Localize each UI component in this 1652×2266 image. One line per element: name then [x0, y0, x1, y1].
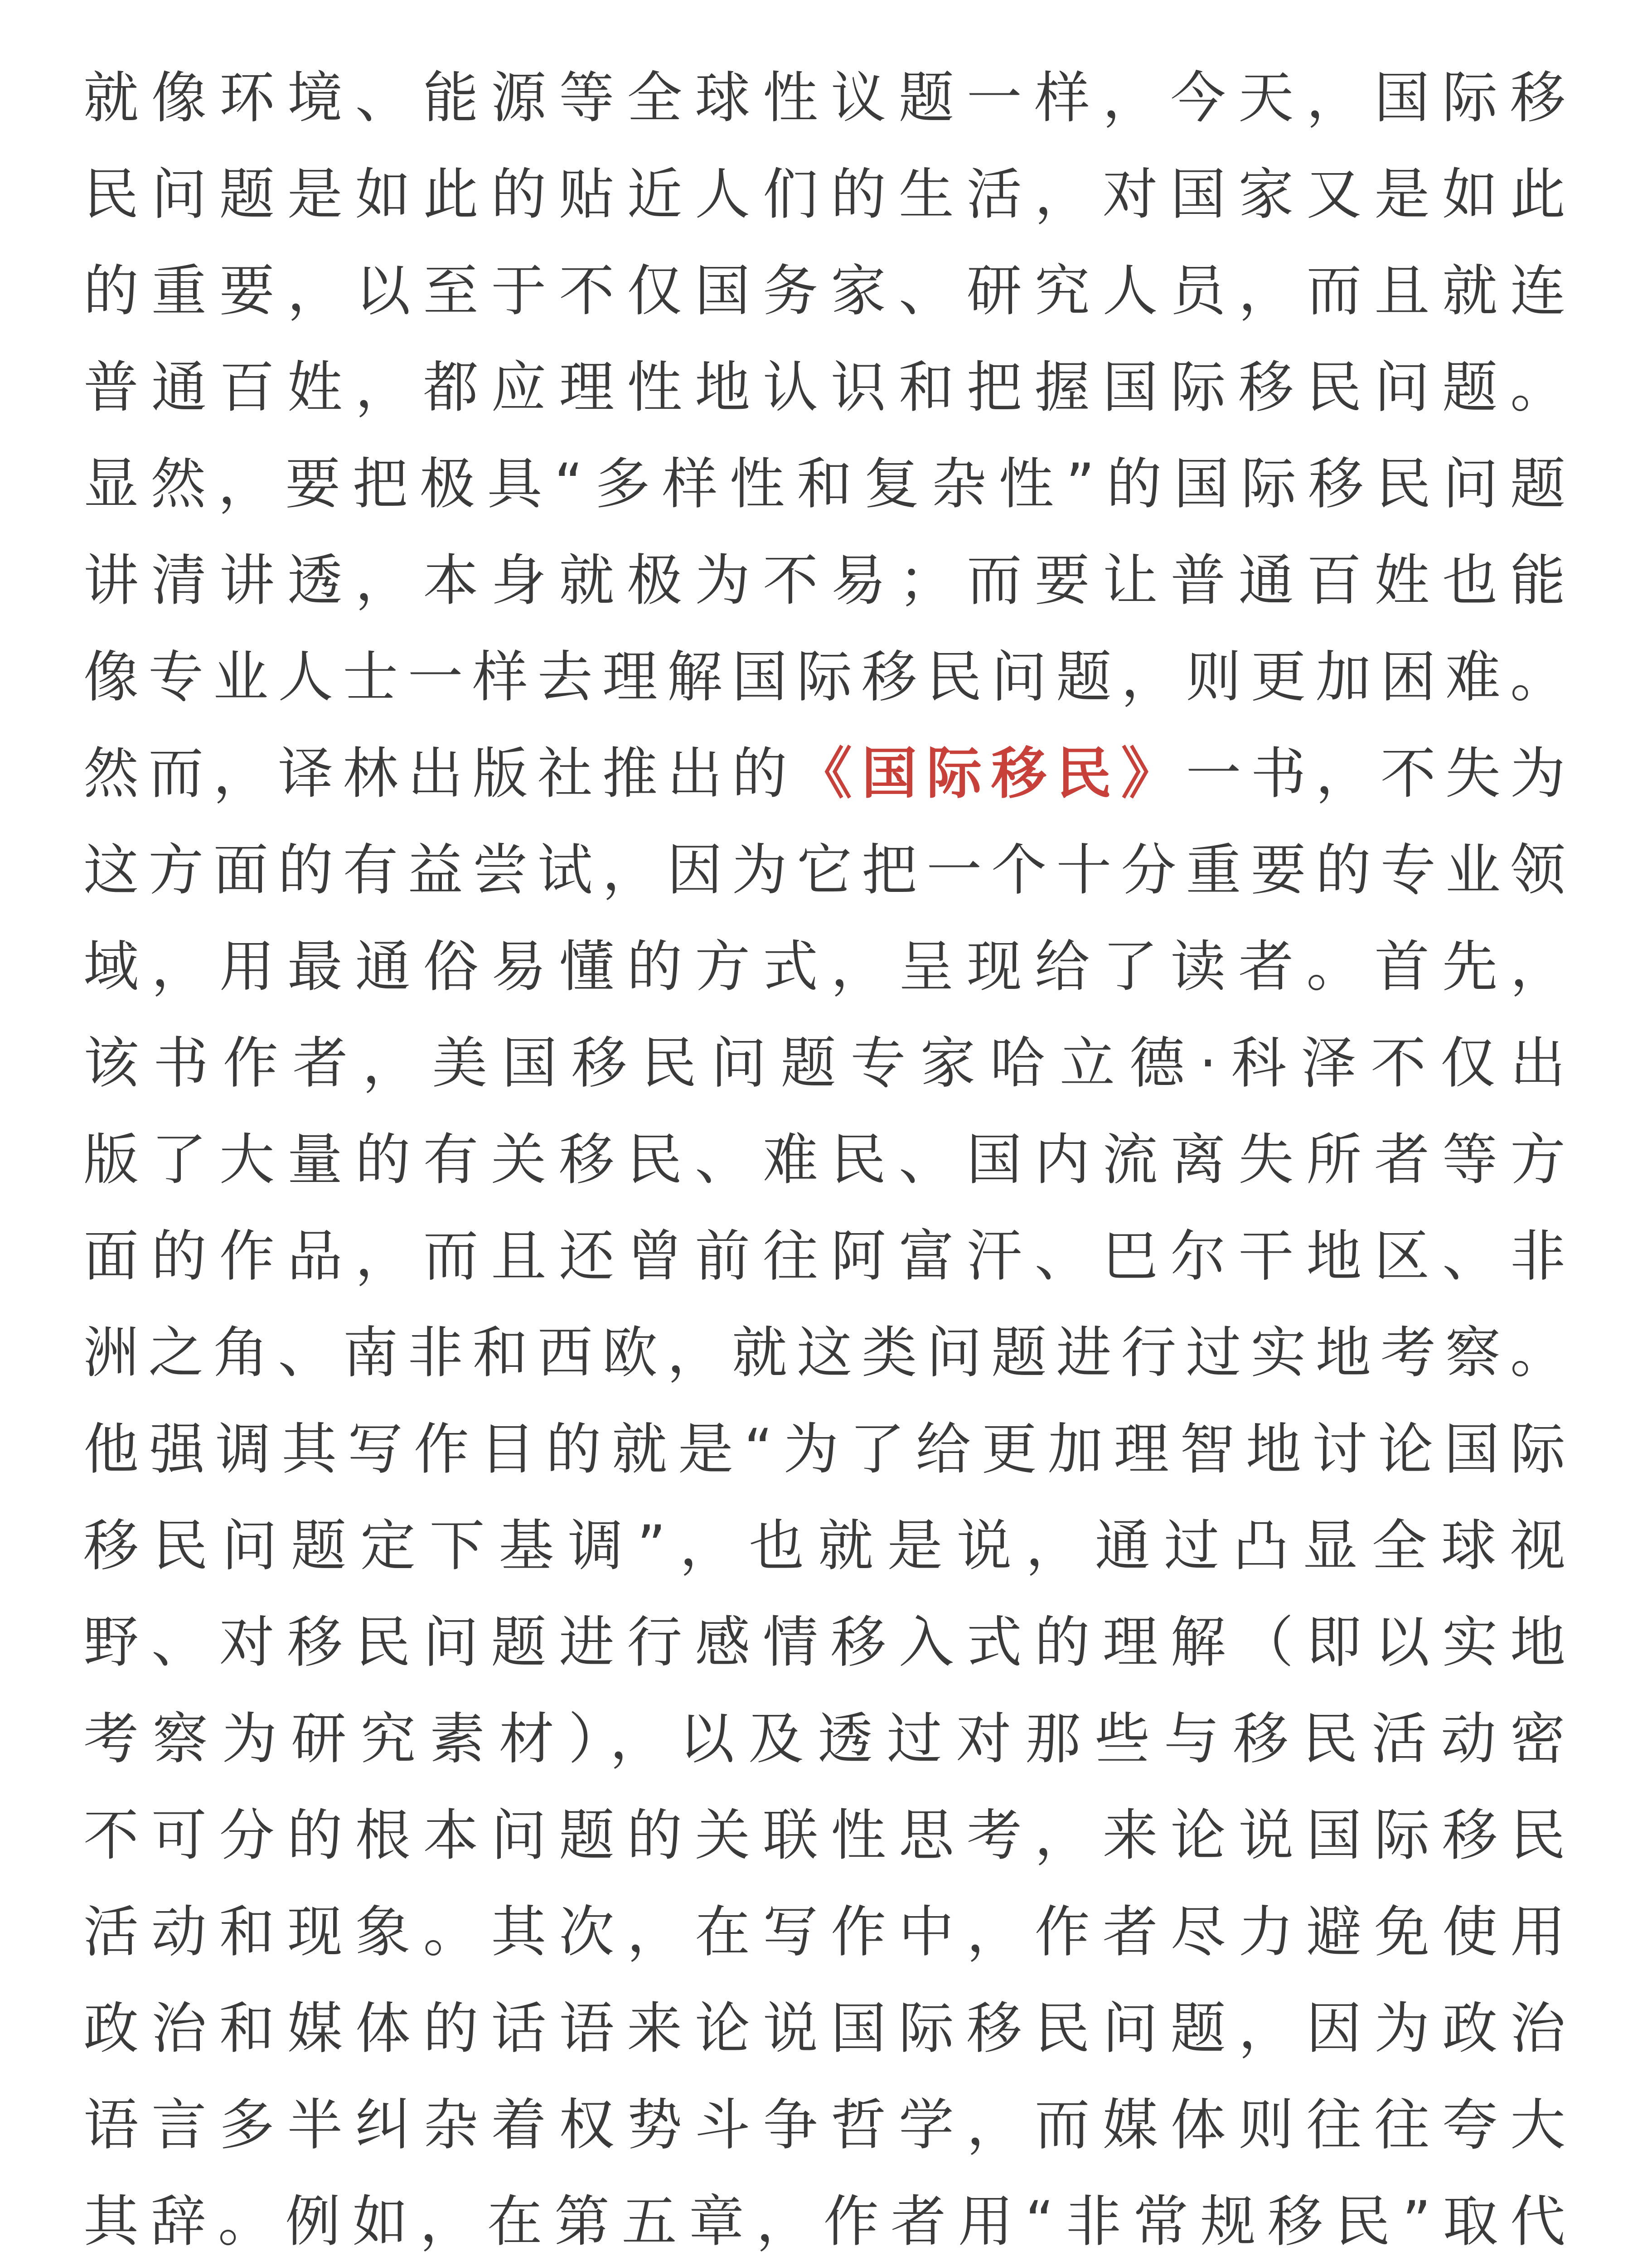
text-line: 移民问题定下基调”，也就是说，通过凸显全球视	[83, 1514, 1570, 1578]
text-line: 他强调其写作目的就是“为了给更加理智地讨论国际	[83, 1417, 1570, 1482]
text-fragment: 一书，不失为	[1186, 741, 1570, 806]
text-line: 不可分的根本问题的关联性思考，来论说国际移民	[83, 1803, 1570, 1868]
text-line: 洲之角、南非和西欧，就这类问题进行过实地考察。	[83, 1321, 1570, 1385]
article-body	[83, 50, 1570, 2266]
text-line: 普通百姓，都应理性地认识和把握国际移民问题。	[83, 355, 1570, 420]
text-line: 的重要，以至于不仅国务家、研究人员，而且就连	[83, 259, 1570, 323]
text-line: 其辞。例如，在第五章，作者用“非常规移民”取代	[83, 2189, 1570, 2254]
text-line: 这方面的有益尝试，因为它把一个十分重要的专业领	[83, 838, 1570, 902]
text-line: 显然，要把极具“多样性和复杂性”的国际移民问题	[83, 452, 1570, 516]
text-line: 语言多半纠杂着权势斗争哲学，而媒体则往往夸大	[83, 2093, 1570, 2157]
text-line: 政治和媒体的话语来论说国际移民问题，因为政治	[83, 1996, 1570, 2061]
text-line: 民问题是如此的贴近人们的生活，对国家又是如此	[83, 162, 1570, 227]
text-line: 考察为研究素材），以及透过对那些与移民活动密	[83, 1707, 1570, 1771]
text-line: 面的作品，而且还曾前往阿富汗、巴尔干地区、非	[83, 1224, 1570, 1288]
text-line: 讲清讲透，本身就极为不易；而要让普通百姓也能	[83, 548, 1570, 613]
text-fragment: 然而，译林出版社推出的	[83, 741, 797, 806]
text-line: 域，用最通俗易懂的方式，呈现给了读者。首先，	[83, 934, 1570, 999]
text-line: 野、对移民问题进行感情移入式的理解（即以实地	[83, 1610, 1570, 1675]
text-line-with-book-title	[83, 726, 1570, 822]
book-title: 《国际移民》	[797, 741, 1186, 806]
text-line: 活动和现象。其次，在写作中，作者尽力避免使用	[83, 1900, 1570, 1964]
text-line: 像专业人士一样去理解国际移民问题，则更加困难。	[83, 645, 1570, 709]
text-line: 该书作者，美国移民问题专家哈立德·科泽不仅出	[83, 1031, 1570, 1095]
text-line: 版了大量的有关移民、难民、国内流离失所者等方	[83, 1128, 1570, 1192]
text-line: 就像环境、能源等全球性议题一样，今天，国际移	[83, 66, 1570, 130]
